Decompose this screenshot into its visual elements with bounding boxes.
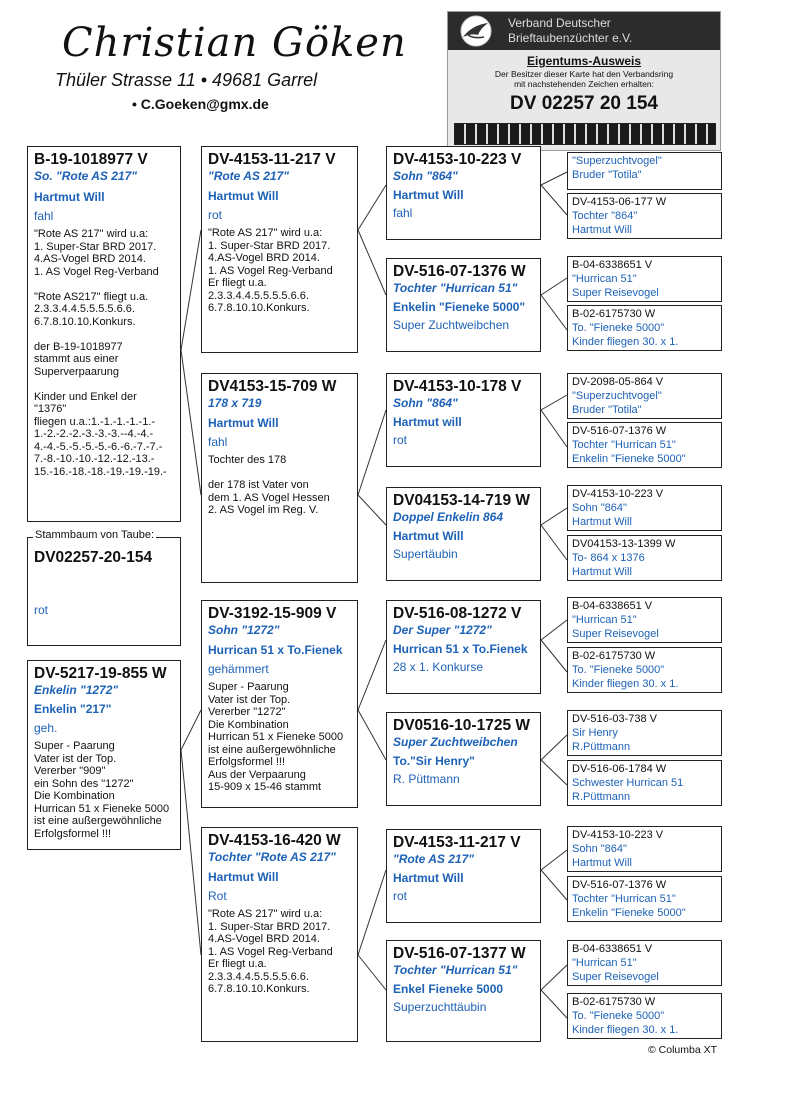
dam-subtitle: Enkelin "1272": [34, 683, 119, 697]
gen3-subtitle: "Rote AS 217": [393, 852, 474, 866]
gen2-description: Super - Paarung Vater ist der Top. Vererber "1272" Die Kombination Hurrican 51 x Fieneke 5000 ist eine außergewöhnliche Erfolgsformel !!! Aus der Verpaarung 15-909 x 15-46 stammt: [208, 681, 344, 793]
gen2-breeder: Hartmut Will: [208, 416, 279, 430]
gen3-ring: DV-4153-11-217 V: [393, 834, 521, 851]
gen4-box: [567, 535, 722, 581]
gen4-line2: Schwester Hurrican 51: [572, 777, 684, 789]
gen4-line3: Enkelin "Fieneke 5000": [572, 907, 686, 919]
dam-description: Super - Paarung Vater ist der Top. Vererber "909" ein Sohn des "1272" Die Kombination Hurrican 51 x Fieneke 5000 ist eine außergewöhnliche Erfolgsformel !!!: [34, 740, 170, 840]
sire-ring: B-19-1018977 V: [34, 151, 148, 168]
gen3-box: [386, 712, 541, 806]
gen3-breeder: Enkelin "Fieneke 5000": [393, 300, 526, 314]
gen2-box: [201, 146, 358, 353]
gen3-subtitle: Tochter "Hurrican 51": [393, 281, 518, 295]
gen4-ring: DV-4153-10-223 V: [572, 829, 664, 841]
gen4-box: [567, 256, 722, 302]
gen4-box: [567, 152, 722, 190]
gen3-color: rot: [393, 433, 408, 447]
gen4-line3: Kinder fliegen 30. x 1.: [572, 1024, 679, 1036]
gen4-ring: B-02-6175730 W: [572, 308, 656, 320]
gen3-ring: DV04153-14-719 W: [393, 492, 530, 509]
copyright: © Columba XT: [648, 1044, 718, 1056]
gen2-ring: DV-3192-15-909 V: [208, 605, 337, 622]
gen4-line3: Hartmut Will: [572, 516, 632, 528]
gen2-color: rot: [208, 208, 223, 222]
gen4-line2: "Hurrican 51": [572, 614, 637, 626]
gen2-breeder: Hurrican 51 x To.Fienek: [208, 643, 343, 657]
subject-box: [27, 529, 181, 646]
gen4-line3: Super Reisevogel: [572, 971, 659, 983]
gen3-color: Super Zuchtweibchen: [393, 318, 510, 332]
gen4-line3: Super Reisevogel: [572, 287, 659, 299]
sire-breeder: Hartmut Will: [34, 190, 105, 204]
gen2-subtitle: 178 x 719: [208, 396, 262, 410]
gen4-line2: Sohn "864": [572, 843, 627, 855]
gen4-box: [567, 193, 722, 239]
gen3-box: [386, 487, 541, 581]
gen4-box: [567, 710, 722, 756]
dam-breeder: Enkelin "217": [34, 702, 112, 716]
gen3-ring: DV-516-07-1376 W: [393, 263, 526, 280]
card-ring-number: DV 02257 20 154: [510, 93, 658, 114]
gen3-box: [386, 940, 541, 1042]
sire-box: [27, 146, 181, 522]
gen2-subtitle: "Rote AS 217": [208, 169, 289, 183]
gen3-breeder: Hartmut Will: [393, 188, 464, 202]
card-text-1: Der Besitzer dieser Karte hat den Verbandsring: [494, 69, 674, 79]
gen3-breeder: Enkel Fieneke 5000: [393, 982, 504, 996]
gen2-color: fahl: [208, 435, 228, 449]
gen4-line2: Tochter "Hurrican 51": [572, 893, 676, 905]
gen3-box: [386, 829, 541, 923]
gen4-line3: R.Püttmann: [572, 791, 631, 803]
gen4-ring: DV-2098-05-864 V: [572, 376, 664, 388]
gen4-box: [567, 940, 722, 986]
breeder-name: Christian Göken: [62, 20, 407, 66]
gen4-ring: B-04-6338651 V: [572, 600, 653, 612]
gen3-color: Superzuchttäubin: [393, 1000, 487, 1014]
gen4-box: [567, 305, 722, 351]
gen4-line2: To. "Fieneke 5000": [572, 322, 665, 334]
gen4-box: [567, 876, 722, 922]
gen3-ring: DV-4153-10-178 V: [393, 378, 522, 395]
gen4-line3: Enkelin "Fieneke 5000": [572, 453, 686, 465]
gen4-line3: Hartmut Will: [572, 224, 632, 236]
gen4-line3: R.Püttmann: [572, 741, 631, 753]
gen4-line3: Kinder fliegen 30. x 1.: [572, 336, 679, 348]
gen3-color: fahl: [393, 206, 413, 220]
breeder-email: • C.Goeken@gmx.de: [132, 96, 269, 112]
gen4-box: [567, 373, 722, 419]
gen2-box: [201, 373, 358, 583]
gen2-box: [201, 827, 358, 1042]
gen4-line2: "Hurrican 51": [572, 273, 637, 285]
gen4-line3: Kinder fliegen 30. x 1.: [572, 678, 679, 690]
gen3-subtitle: Tochter "Hurrican 51": [393, 963, 518, 977]
gen4-box: [567, 760, 722, 806]
gen4-box: [567, 826, 722, 872]
gen3-breeder: To."Sir Henry": [393, 754, 475, 768]
gen3-color: R. Püttmann: [393, 772, 460, 786]
gen2-ring: DV-4153-16-420 W: [208, 832, 341, 849]
gen4-ring: DV-4153-10-223 V: [572, 488, 664, 500]
gen3-box: [386, 258, 541, 352]
gen4-box: [567, 422, 722, 468]
gen3-ring: DV-516-07-1377 W: [393, 945, 526, 962]
gen4-ring: DV-516-07-1376 W: [572, 879, 667, 891]
gen4-ring: B-02-6175730 W: [572, 996, 656, 1008]
card-text-2: mit nachstehenden Zeichen erhalten:: [514, 79, 654, 89]
gen3-breeder: Hartmut Will: [393, 871, 464, 885]
gen2-ring: DV-4153-11-217 V: [208, 151, 336, 168]
gen4-ring: DV-4153-06-177 W: [572, 196, 667, 208]
gen4-line2: "Superzuchtvogel": [572, 390, 662, 402]
gen3-color: 28 x 1. Konkurse: [393, 660, 484, 674]
gen4-line2: "Hurrican 51": [572, 957, 637, 969]
gen3-subtitle: Super Zuchtweibchen: [393, 735, 518, 749]
gen4-line2: To- 864 x 1376: [572, 552, 645, 564]
gen4-ring: B-04-6338651 V: [572, 943, 653, 955]
gen4-box: [567, 597, 722, 643]
gen4-line2: Tochter "Hurrican 51": [572, 439, 676, 451]
gen4-line2: Sir Henry: [572, 727, 618, 739]
gen3-subtitle: Doppel Enkelin 864: [393, 510, 504, 524]
dam-color: geh.: [34, 721, 58, 735]
gen4-ring: B-02-6175730 W: [572, 650, 656, 662]
gen4-line3: Bruder "Totila": [572, 169, 642, 181]
sire-color: fahl: [34, 209, 54, 223]
gen3-subtitle: Der Super "1272": [393, 623, 492, 637]
gen3-color: Supertäubin: [393, 547, 458, 561]
gen3-box: [386, 373, 541, 467]
card-org-line1: Verband Deutscher: [508, 16, 611, 30]
card-title: Eigentums-Ausweis: [526, 54, 642, 68]
gen2-ring: DV4153-15-709 W: [208, 378, 337, 395]
subject-ring: DV02257-20-154: [34, 549, 153, 566]
gen4-box: [567, 993, 722, 1039]
gen2-subtitle: Sohn "1272": [208, 623, 280, 637]
gen4-ring: DV04153-13-1399 W: [572, 538, 676, 550]
gen2-description: "Rote AS 217" wird u.a: 1. Super-Star BRD 2017. 4.AS-Vogel BRD 2014. 1. AS Vogel Reg-Verband Er fliegt u.a. 2.3.3.4.4.5.5.5.5.6.6. 6.7.8.10.10.Konkurs.: [208, 908, 333, 995]
gen4-line2: To. "Fieneke 5000": [572, 1010, 665, 1022]
gen3-subtitle: Sohn "864": [393, 169, 458, 183]
subject-color: rot: [34, 603, 49, 617]
gen4-box: [567, 485, 722, 531]
gen4-line2: Sohn "864": [572, 502, 627, 514]
gen2-box: [201, 600, 358, 808]
gen3-breeder: Hartmut Will: [393, 529, 464, 543]
gen4-line3: Bruder "Totila": [572, 404, 642, 416]
gen3-box: [386, 146, 541, 240]
gen4-ring: B-04-6338651 V: [572, 259, 653, 271]
gen4-line3: Hartmut Will: [572, 857, 632, 869]
subject-label: Stammbaum von Taube:: [35, 529, 155, 541]
gen2-color: gehämmert: [208, 662, 269, 676]
gen4-line3: Super Reisevogel: [572, 628, 659, 640]
gen4-ring: DV-516-07-1376 W: [572, 425, 667, 437]
dam-ring: DV-5217-19-855 W: [34, 665, 167, 682]
gen3-box: [386, 600, 541, 694]
gen3-ring: DV0516-10-1725 W: [393, 717, 530, 734]
gen4-line2: "Superzuchtvogel": [572, 155, 662, 167]
gen2-description: "Rote AS 217" wird u.a: 1. Super-Star BRD 2017. 4.AS-Vogel BRD 2014. 1. AS Vogel Reg-Verband Er fliegt u.a. 2.3.3.4.4.5.5.5.5.6.6. 6.7.8.10.10.Konkurs.: [208, 227, 333, 314]
gen4-box: [567, 647, 722, 693]
gen4-line2: To. "Fieneke 5000": [572, 664, 665, 676]
gen3-color: rot: [393, 889, 408, 903]
gen2-breeder: Hartmut Will: [208, 189, 279, 203]
breeder-address: Thüler Strasse 11 • 49681 Garrel: [55, 70, 318, 90]
gen4-line2: Tochter "864": [572, 210, 638, 222]
gen3-subtitle: Sohn "864": [393, 396, 458, 410]
gen3-breeder: Hartmut will: [393, 415, 462, 429]
sire-subtitle: So. "Rote AS 217": [34, 169, 137, 183]
gen4-ring: DV-516-06-1784 W: [572, 763, 667, 775]
gen2-subtitle: Tochter "Rote AS 217": [208, 850, 336, 864]
dam-box: [27, 660, 181, 850]
gen3-ring: DV-4153-10-223 V: [393, 151, 522, 168]
card-org-line2: Brieftaubenzüchter e.V.: [508, 31, 633, 45]
gen2-color: Rot: [208, 889, 227, 903]
gen4-ring: DV-516-03-738 V: [572, 713, 657, 725]
gen2-description: Tochter des 178 der 178 ist Vater von dem 1. AS Vogel Hessen 2. AS Vogel im Reg. V.: [208, 454, 330, 516]
gen2-breeder: Hartmut Will: [208, 870, 279, 884]
gen4-line3: Hartmut Will: [572, 566, 632, 578]
gen3-ring: DV-516-08-1272 V: [393, 605, 522, 622]
sire-description: "Rote AS 217" wird u.a: 1. Super-Star BRD 2017. 4.AS-Vogel BRD 2014. 1. AS Vogel Reg-Verband "Rote AS217" fliegt u.a. 2.3.3.4.4.5.5.5.5.6.6. 6.7.8.10.10.Konkurs. der B-19-1018977 stammt aus einer Superverpaarung Kinder und Enkel der "1376" fliegen u.a.:1.-1.-1.-1.-1.- 1.-2.-2.-2.-3.-3.-3.--4.-4.- 4.-4.-5.-5.-5.-5.-6.-6.-7.-7.- 7.-8.-10.-10.-12.-12.-13.- 15.-16.-18.-18.-19.-19.-19.-: [34, 228, 167, 478]
gen3-breeder: Hurrican 51 x To.Fienek: [393, 642, 528, 656]
